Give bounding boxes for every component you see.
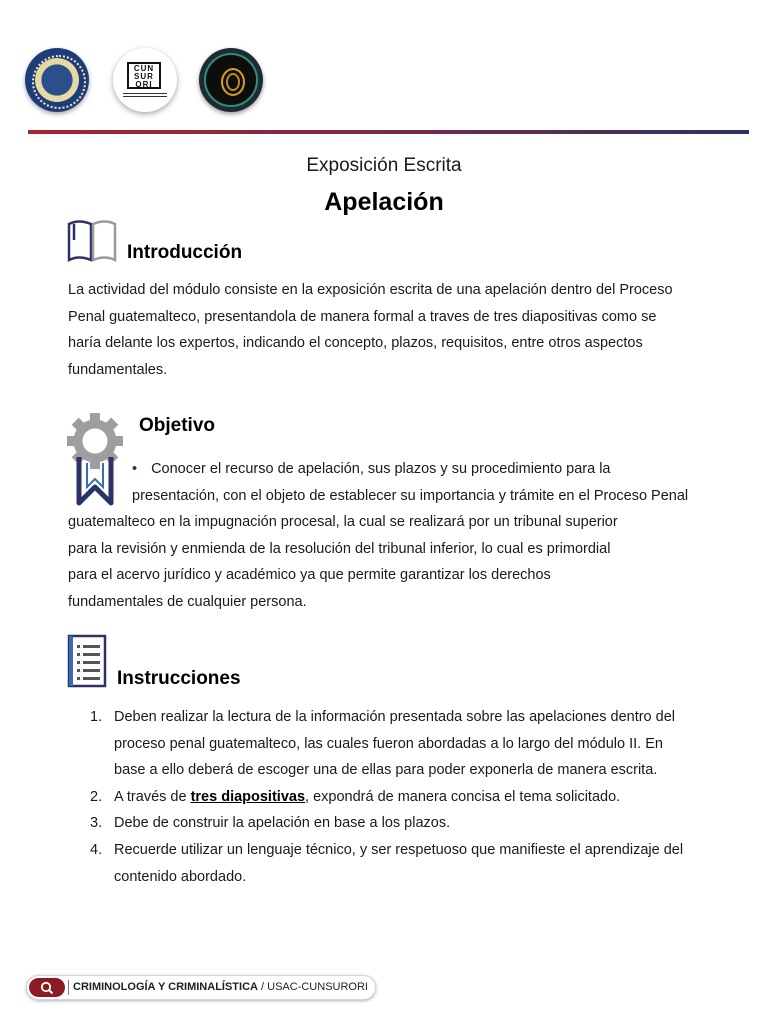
item-line: Recuerde utilizar un lenguaje técnico, y ser respetuoso que manifieste el aprendizaje del <box>114 841 684 858</box>
item-number: 3. <box>90 815 103 832</box>
checklist-icon <box>67 634 107 688</box>
item-number: 2. <box>90 788 103 805</box>
item-line: proceso penal guatemalteco, las cuales fueron abordadas a lo largo del módulo II. En <box>114 735 663 752</box>
instrucciones-heading: Instrucciones <box>117 668 241 689</box>
item-number: 1. <box>90 709 103 725</box>
intro-line: haría delante los expertos, indicando el concepto, plazos, requisitos, entre otros aspectos <box>68 335 643 352</box>
footer-label <box>73 981 368 993</box>
bullet: • <box>132 461 138 477</box>
objetivo-line: fundamentales de cualquier persona. <box>68 593 307 610</box>
item-text: , expondrá de manera concisa el tema solicitado. <box>305 788 621 805</box>
objetivo-line: para la revisión y enmienda de la resolución del tribunal inferior, lo cual es primordial <box>68 540 611 557</box>
instructions-list <box>68 704 699 890</box>
footer-program: CRIMINOLOGÍA Y CRIMINALÍSTICA <box>73 981 258 993</box>
list-item <box>68 704 699 784</box>
objetivo-first-line <box>68 456 699 483</box>
objetivo-paragraph <box>68 456 699 616</box>
cunsurori-logo <box>113 48 177 112</box>
item-line: Deben realizar la lectura de la información presentada sobre las apelaciones dentro del <box>114 709 676 725</box>
usac-seal-logo <box>25 48 89 112</box>
item-text: A través de <box>114 788 191 805</box>
intro-line: La actividad del módulo consiste en la exposición escrita de una apelación dentro del Proceso <box>68 282 673 298</box>
objetivo-line: Conocer el recurso de apelación, sus plazos y su procedimiento para la <box>151 461 611 477</box>
item-line: contenido abordado. <box>114 868 247 885</box>
item-line: base a ello deberá de escoger una de ellas para poder exponerla de manera escrita. <box>114 762 658 779</box>
item-number: 4. <box>90 841 103 858</box>
footer-separator <box>68 980 69 995</box>
intro-paragraph <box>68 277 699 383</box>
criminologia-logo <box>199 48 263 112</box>
intro-line: fundamentales. <box>68 361 168 378</box>
objetivo-line: presentación, con el objeto de establecer su importancia y trámite en el Proceso Penal <box>132 487 689 504</box>
footer-institution: / USAC-CUNSURORI <box>257 981 368 993</box>
footer-bar <box>26 975 376 1000</box>
cunsurori-wordmark: CUN SUR ORI <box>127 62 161 89</box>
emphasis-text: tres diapositivas <box>190 788 306 805</box>
objetivo-heading: Objetivo <box>139 415 216 436</box>
list-item <box>68 784 699 811</box>
search-icon[interactable] <box>29 978 65 997</box>
document-title: Apelación <box>324 188 444 216</box>
objetivo-line: para el acervo jurídico y académico ya que permite garantizar los derechos <box>68 567 551 584</box>
objetivo-line: guatemalteco en la impugnación procesal, la cual se realizará por un tribunal superior <box>68 514 618 531</box>
item-line: Debe de construir la apelación en base a los plazos. <box>114 815 451 832</box>
intro-line: Penal guatemalteco, presentandola de manera formal a traves de tres diapositivas como se <box>68 308 657 325</box>
list-item <box>68 810 699 837</box>
header-divider <box>28 130 749 134</box>
intro-heading: Introducción <box>127 242 243 263</box>
cunsurori-subtext <box>123 93 167 97</box>
open-book-icon <box>66 218 118 264</box>
document-subtitle: Exposición Escrita <box>306 155 462 176</box>
list-item <box>68 837 699 890</box>
